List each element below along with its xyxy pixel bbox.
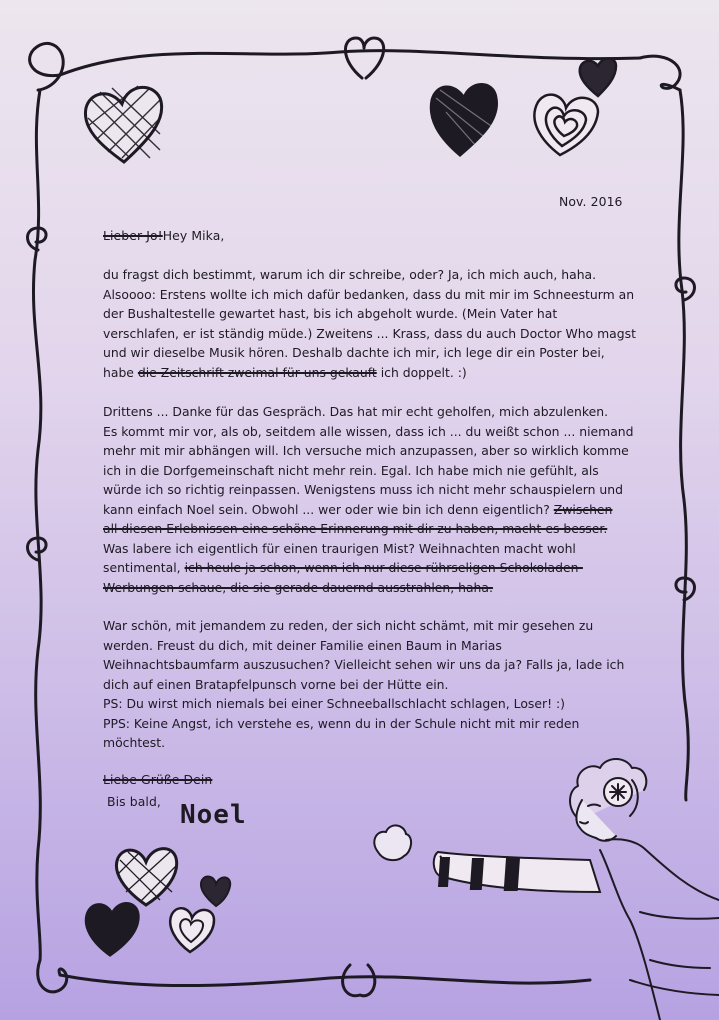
bottom-heart-loop-icon <box>343 965 375 996</box>
scribble-heart-icon <box>431 85 496 156</box>
text-segment: mehr mit mir abhängen will. Ich versuche mich anzupassen, aber so wirklich komme <box>103 443 629 458</box>
small-dark-heart-icon <box>580 59 616 97</box>
letter-date: Nov. 2016 <box>559 194 623 209</box>
crosshatch-heart-icon <box>85 86 161 162</box>
text-segment: War schön, mit jemandem zu reden, der sich nicht schämt, mit mir gesehen zu <box>103 618 594 633</box>
struck-text: Werbungen schaue, die sie gerade dauernd ausstrahlen, haha. <box>103 579 493 595</box>
bottom-hearts-cluster-icon <box>86 849 230 955</box>
text-segment: ich in die Dorfgemeinschaft nicht mehr rein. Egal. Ich habe mich nie gefühlt, als <box>103 462 599 478</box>
text-line <box>103 480 628 500</box>
text-segment: kann einfach Noel sein. Obwohl ... wer oder wie bin ich denn eigentlich? <box>103 501 554 517</box>
text-line <box>103 500 628 520</box>
text-line <box>103 324 636 344</box>
text-segment: möchtest. <box>103 735 166 750</box>
text-line <box>103 461 628 481</box>
struck-text: ich heule ja schon, wenn ich nur diese rührseligen Schokoladen- <box>184 560 583 575</box>
text-segment: würde ich so richtig reinpassen. Wenigstens muss ich nicht mehr schauspielern und <box>103 482 623 497</box>
text-segment: Drittens ... Danke für das Gespräch. Das hat mir echt geholfen, mich abzulenken. <box>103 404 609 419</box>
text-segment: Es kommt mir vor, als ob, seitdem alle wissen, dass ich ... du weißt schon ... niemand <box>103 423 634 439</box>
text-line <box>103 343 628 363</box>
corner-loop-tr <box>640 56 680 90</box>
text-line <box>103 558 628 578</box>
text-segment: habe <box>103 364 138 380</box>
salutation <box>103 226 224 246</box>
nested-outline-heart-icon <box>534 95 598 155</box>
text-segment: Weihnachtsbaumfarm auszusuchen? Vielleicht sehen wir uns da ja? Falls ja, lade ich <box>103 657 625 672</box>
text-line <box>103 519 628 539</box>
struck-text: die Zeitschrift zweimal für uns gekauft <box>137 364 377 380</box>
struck-text: all diesen Erlebnissen eine schöne Erinnerung mit dir zu haben, macht es besser. <box>103 521 608 536</box>
text-segment: dich auf einen Bratapfelpunsch vorne bei der Hütte ein. <box>103 676 449 692</box>
corner-loop-tl <box>30 43 64 90</box>
text-segment: ich doppelt. :) <box>376 364 467 380</box>
paragraph-2 <box>103 402 634 597</box>
text-line <box>103 304 628 324</box>
paragraph-1 <box>103 265 636 382</box>
text-line <box>103 636 628 656</box>
struck-text: Zwischen <box>553 501 613 517</box>
closing-struck: Liebe Grüße Dein <box>103 772 213 787</box>
text-segment: PS: Du wirst mich niemals bei einer Schneeballschlacht schlagen, Loser! :) <box>103 696 566 711</box>
frame-right-edge <box>679 90 688 800</box>
signature: Noel <box>180 800 247 830</box>
text-line <box>103 285 635 305</box>
text-line <box>103 578 628 598</box>
text-segment: du fragst dich bestimmt, warum ich dir schreibe, oder? Ja, ich mich auch, haha. <box>103 267 597 282</box>
text-line <box>103 265 628 285</box>
text-line <box>103 539 628 559</box>
text-segment: Alsoooo: Erstens wollte ich mich dafür bedanken, dass du mit mir im Schneesturm an <box>103 286 635 302</box>
text-line <box>103 694 628 714</box>
frame-left-edge <box>33 90 41 960</box>
closing: Bis bald, <box>107 794 161 809</box>
snowball-icon <box>374 825 411 860</box>
salutation-struck: Lieber Jo! <box>103 228 163 243</box>
text-segment: verschlafen, er ist ständig müde.) Zweitens ... Krass, dass du auch Doctor Who magst <box>103 325 636 341</box>
text-line <box>103 733 628 753</box>
text-line <box>103 363 628 383</box>
text-line <box>103 422 634 442</box>
text-segment: PPS: Keine Angst, ich verstehe es, wenn du in der Schule nicht mit mir reden <box>103 715 580 731</box>
text-line <box>103 714 628 734</box>
frame-bottom-edge <box>60 975 590 986</box>
text-segment: der Bushaltestelle gewartet hast, bis ich abgeholt wurde. (Mein Vater hat <box>103 306 558 321</box>
text-segment: werden. Freust du dich, mit deiner Familie einen Baum in Marias <box>103 637 502 653</box>
text-line <box>103 402 628 422</box>
text-segment: Was labere ich eigentlich für einen traurigen Mist? Weihnachten macht wohl <box>103 540 576 556</box>
text-line <box>103 655 628 675</box>
text-segment: sentimental, <box>103 560 185 575</box>
paragraph-3 <box>103 616 628 753</box>
text-line <box>103 616 628 636</box>
top-heart-loop-icon <box>345 38 383 78</box>
text-line <box>103 675 628 695</box>
text-segment: und wir dieselbe Musik hören. Deshalb dachte ich mir, ich lege dir ein Poster bei, <box>103 345 605 360</box>
text-line <box>103 441 628 461</box>
salutation-text: Hey Mika, <box>162 228 225 243</box>
striped-sleeve-icon <box>434 852 600 892</box>
